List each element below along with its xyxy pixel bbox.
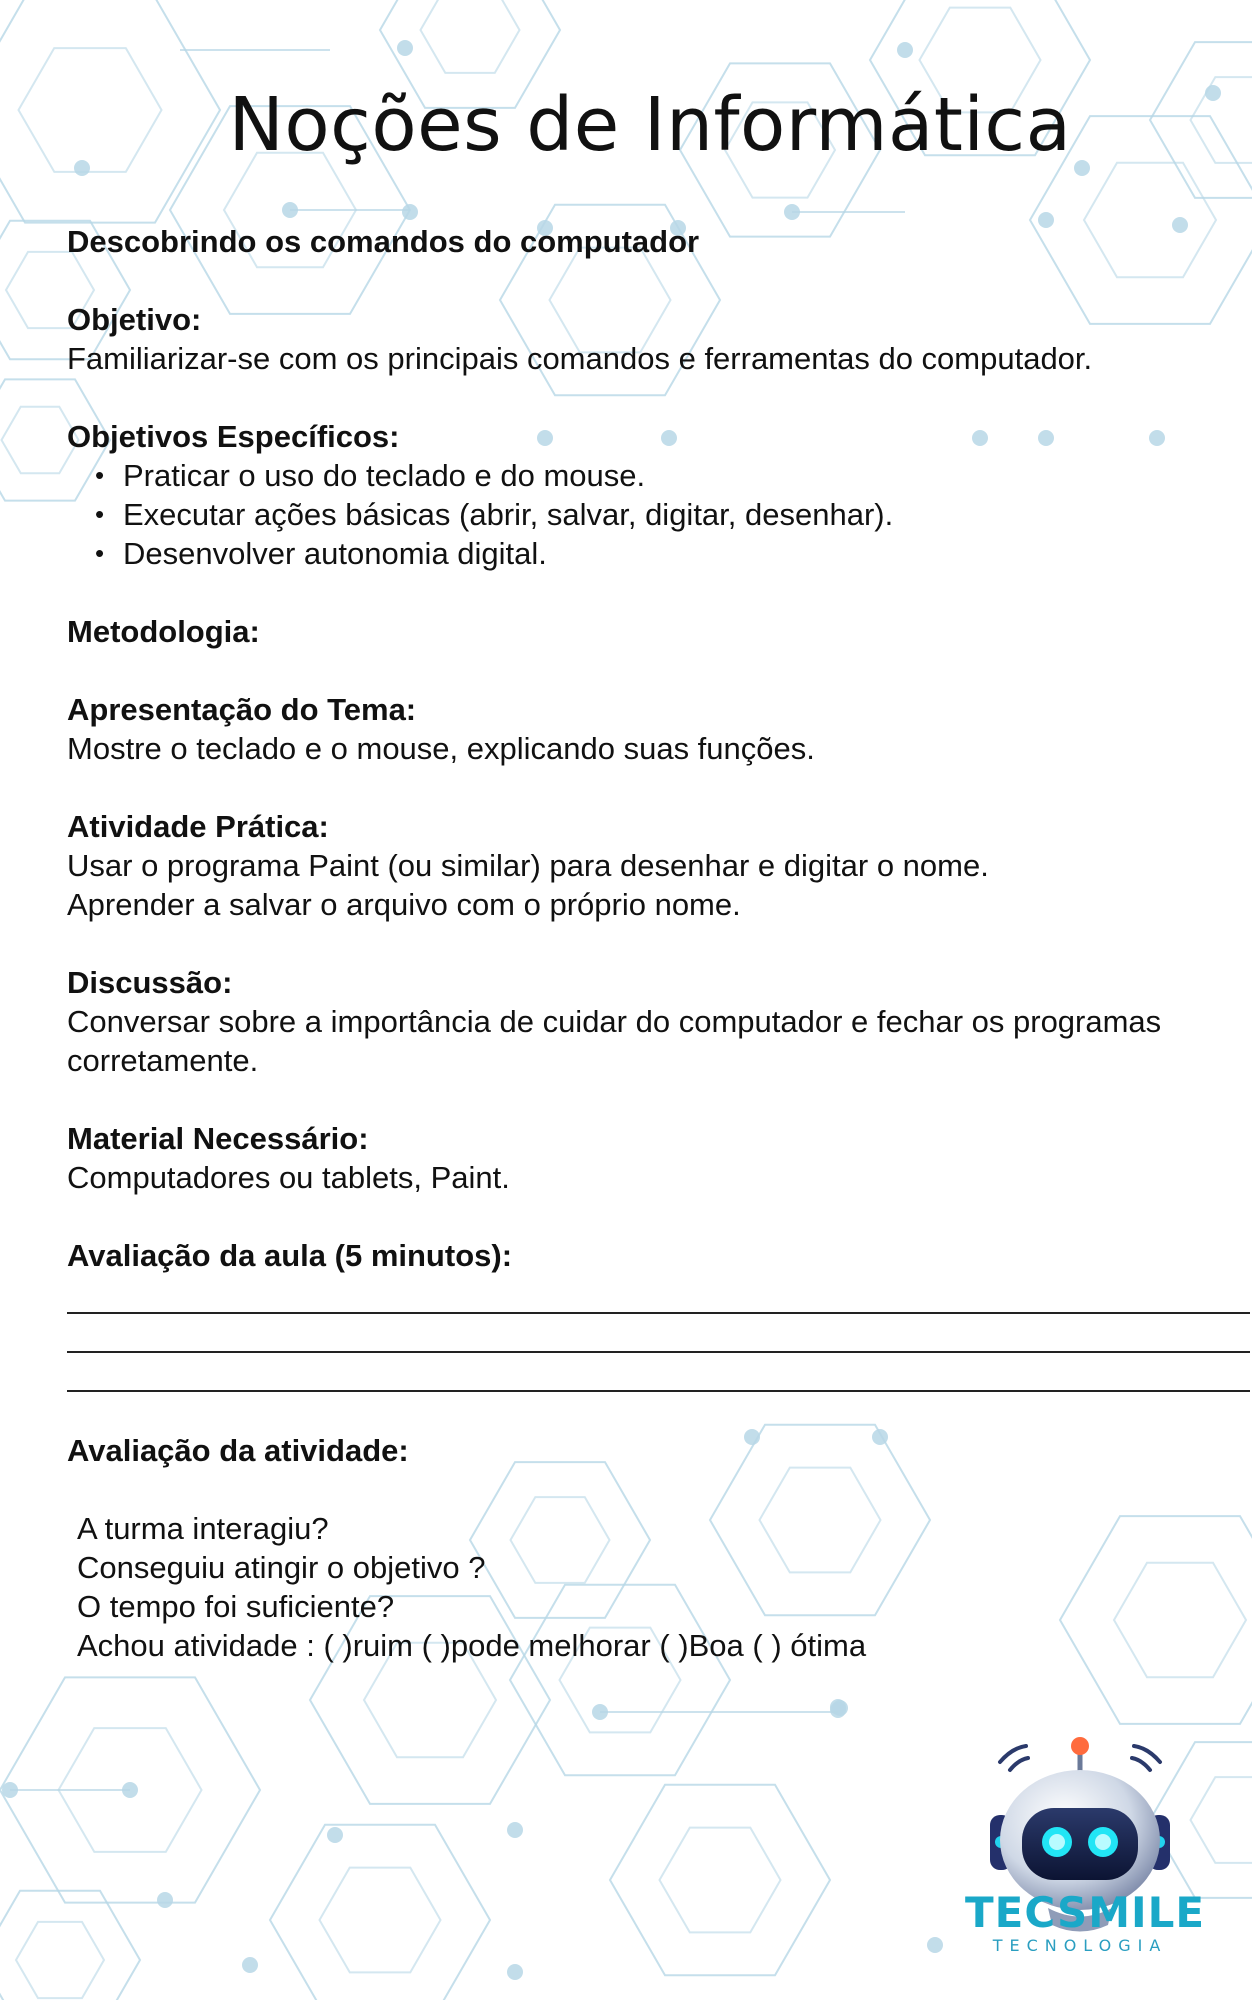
page-title: Noções de Informática [228, 82, 1072, 168]
list-item: • Praticar o uso do teclado e do mouse. [123, 456, 1247, 495]
discussao-line: corretamente. [67, 1043, 259, 1078]
objetivos-especificos-heading: Objetivos Específicos: [67, 419, 400, 454]
list-item: • Executar ações básicas (abrir, salvar, digitar, desenhar). [123, 495, 1247, 534]
discussao-line: Conversar sobre a importância de cuidar do computador e fechar os programas [67, 1004, 1162, 1039]
logo-tagline: TECNOLOGIA [992, 1936, 1168, 1955]
metodologia-heading: Metodologia: [67, 614, 260, 649]
logo-wordmark: TECSMILE [965, 1888, 1206, 1937]
evaluation-question: A turma interagiu? [77, 1511, 329, 1546]
lesson-content [67, 222, 1247, 1665]
objetivo-heading: Objetivo: [67, 302, 202, 337]
answer-line [67, 1314, 1250, 1353]
evaluation-question: O tempo foi suficiente? [77, 1589, 395, 1624]
avaliacao-atividade-heading: Avaliação da atividade: [67, 1433, 409, 1468]
answer-line [67, 1353, 1250, 1392]
atividade-line: Aprender a salvar o arquivo com o próprio nome. [67, 887, 741, 922]
objetivos-especificos-list [67, 456, 1247, 573]
answer-line [67, 1275, 1250, 1314]
atividade-heading: Atividade Prática: [67, 809, 329, 844]
evaluation-question: Conseguiu atingir o objetivo ? [77, 1550, 486, 1585]
lesson-subtitle: Descobrindo os comandos do computador [67, 224, 700, 259]
apresentacao-heading: Apresentação do Tema: [67, 692, 417, 727]
objetivo-text: Familiarizar-se com os principais comandos e ferramentas do computador. [67, 341, 1093, 376]
material-heading: Material Necessário: [67, 1121, 369, 1156]
discussao-heading: Discussão: [67, 965, 233, 1000]
atividade-line: Usar o programa Paint (ou similar) para desenhar e digitar o nome. [67, 848, 989, 883]
list-item: • Desenvolver autonomia digital. [123, 534, 1247, 573]
material-text: Computadores ou tablets, Paint. [67, 1160, 510, 1195]
evaluation-question: Achou atividade : ( )ruim ( )pode melhorar ( )Boa ( ) ótima [77, 1628, 867, 1663]
evaluation-questions [67, 1509, 1247, 1665]
apresentacao-text: Mostre o teclado e o mouse, explicando suas funções. [67, 731, 815, 766]
avaliacao-aula-heading: Avaliação da aula (5 minutos): [67, 1238, 513, 1273]
